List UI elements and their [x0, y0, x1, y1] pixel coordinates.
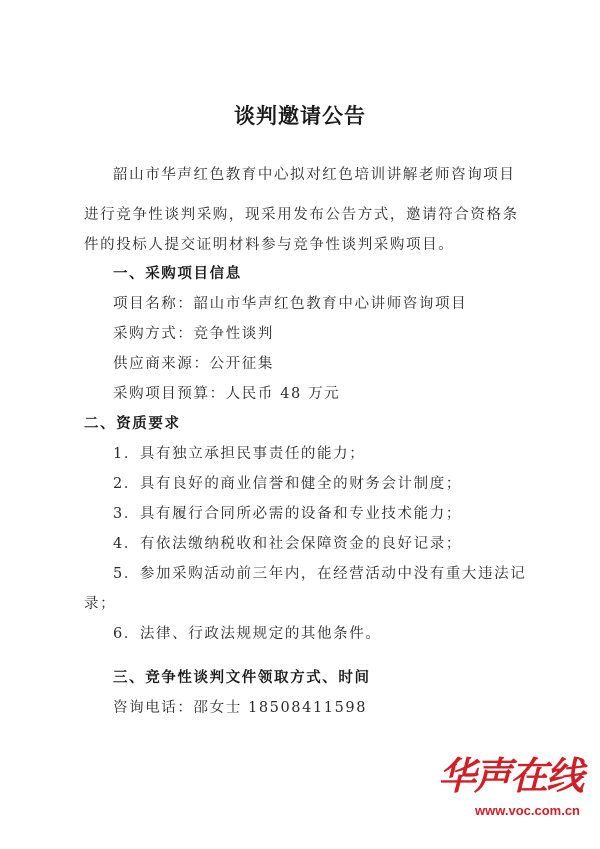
requirement-2: 2．具有良好的商业信誉和健全的财务会计制度；	[113, 476, 462, 492]
intro-line-1: 韶山市华声红色教育中心拟对红色培训讲解老师咨询项目	[113, 167, 516, 183]
supplier-source: 供应商来源：公开征集	[113, 356, 274, 372]
section-2-heading: 二、资质要求	[84, 415, 181, 432]
watermark-logo-text: 华声在线	[437, 753, 582, 798]
requirement-5: 5．参加采购活动前三年内，在经营活动中没有重大违法记	[113, 566, 527, 582]
section-3-heading: 三、竞争性谈判文件领取方式、时间	[113, 669, 371, 686]
procurement-method: 采购方式：竞争性谈判	[113, 326, 274, 342]
requirement-1: 1．具有独立承担民事责任的能力；	[113, 446, 366, 462]
document-title: 谈判邀请公告	[234, 103, 366, 128]
project-name: 项目名称：韶山市华声红色教育中心讲师咨询项目	[113, 296, 468, 312]
project-budget: 采购项目预算：人民币 48 万元	[113, 386, 341, 402]
requirement-4: 4．有依法缴纳税收和社会保障资金的良好记录；	[113, 536, 462, 552]
requirement-6: 6．法律、行政法规规定的其他条件。	[113, 626, 382, 642]
voc-watermark	[436, 745, 586, 835]
requirement-5-continued: 录；	[84, 596, 117, 612]
intro-line-3: 件的投标人提交证明材料参与竞争性谈判采购项目。	[84, 237, 455, 253]
contact-phone: 咨询电话：邵女士 18508411598	[113, 700, 368, 716]
section-1-heading: 一、采购项目信息	[113, 265, 242, 282]
requirement-3: 3．具有履行合同所必需的设备和专业技术能力；	[113, 506, 462, 522]
intro-line-2: 进行竞争性谈判采购，现采用发布公告方式，邀请符合资格条	[84, 207, 519, 223]
watermark-url: www.voc.com.cn	[475, 803, 580, 818]
